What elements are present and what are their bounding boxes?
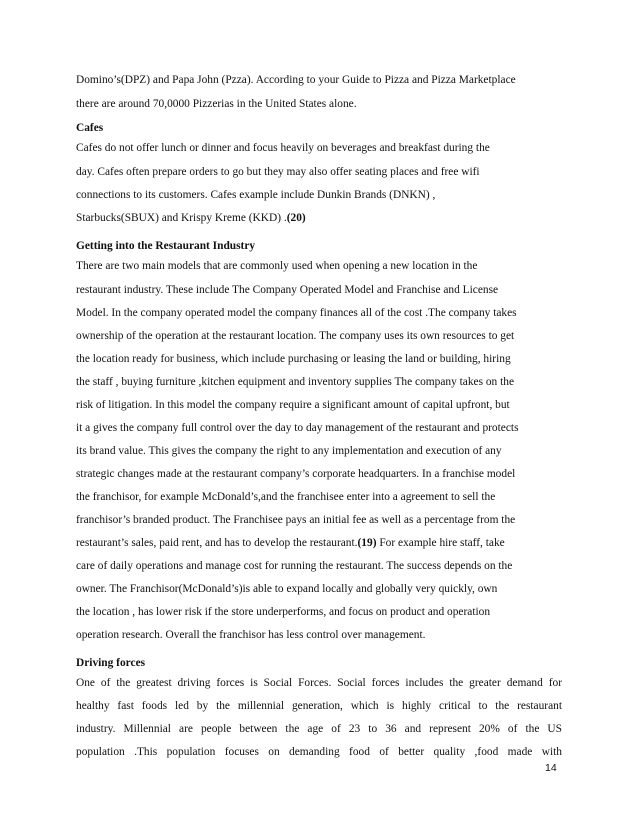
restaurant-line-5: the location ready for business, which include purchasing or leasing the land or building, hiring (76, 353, 511, 365)
restaurant-line-16: the location , has lower risk if the store underperforms, and focus on product and operation (76, 606, 491, 618)
cafes-heading: Cafes (76, 122, 104, 134)
restaurant-line-2: restaurant industry. These include The Company Operated Model and Franchise and License (76, 284, 499, 296)
cafes-line-3: connections to its customers. Cafes example include Dunkin Brands (DNKN) , (76, 189, 436, 201)
driving-forces-heading: Driving forces (76, 657, 146, 669)
intro-line-2: there are around 70,0000 Pizzerias in the United States alone. (76, 98, 357, 110)
restaurant-citation: (19) (357, 537, 377, 549)
page-number: 14 (545, 762, 557, 774)
cafes-line-1: Cafes do not offer lunch or dinner and focus heavily on beverages and breakfast during the (76, 142, 490, 154)
restaurant-line-17: operation research. Overall the franchisor has less control over management. (76, 629, 426, 641)
cafes-line-2: day. Cafes often prepare orders to go but they may also offer seating places and free wifi (76, 166, 480, 178)
restaurant-line-14: care of daily operations and manage cost for running the restaurant. The success depends on the (76, 560, 513, 572)
restaurant-line-7: risk of litigation. In this model the company require a significant amount of capital upfront, but (76, 399, 510, 411)
restaurant-line-12: franchisor’s branded product. The Franchisee pays an initial fee as well as a percentage from the (76, 514, 516, 526)
restaurant-line-1: There are two main models that are commonly used when opening a new location in the (76, 260, 478, 272)
restaurant-line-10: strategic changes made at the restaurant company’s corporate headquarters. In a franchise model (76, 468, 516, 480)
restaurant-line-4: ownership of the operation at the restaurant location. The company uses its own resources to get (76, 330, 515, 342)
restaurant-line-9: its brand value. This gives the company the right to any implementation and execution of any (76, 445, 502, 457)
restaurant-line-13-after: For example hire staff, take (376, 537, 505, 549)
driving-forces-line-3: industry. Millennial are people between the age of 23 to 36 and represent 20% of the US (76, 723, 562, 735)
restaurant-line-3: Model. In the company operated model the company finances all of the cost .The company takes (76, 307, 517, 319)
driving-forces-line-2: healthy fast foods led by the millennial generation, which is highly critical to the restaurant (76, 700, 562, 712)
restaurant-heading: Getting into the Restaurant Industry (76, 240, 256, 252)
restaurant-line-8: it a gives the company full control over the day to day management of the restaurant and protects (76, 422, 519, 434)
cafes-line-4-text: Starbucks(SBUX) and Krispy Kreme (KKD) . (76, 212, 287, 224)
restaurant-line-15: owner. The Franchisor(McDonald’s)is able to expand locally and globally very quickly, own (76, 583, 498, 595)
driving-forces-line-1: One of the greatest driving forces is Social Forces. Social forces includes the greater demand for (76, 677, 562, 689)
restaurant-line-11: the franchisor, for example McDonald’s,and the franchisee enter into a agreement to sell the (76, 491, 496, 503)
restaurant-line-13 (76, 536, 562, 550)
cafes-citation: (20) (286, 212, 306, 224)
cafes-line-4 (76, 211, 562, 225)
driving-forces-line-4: population .This population focuses on demanding food of better quality ,food made with (76, 746, 562, 758)
restaurant-line-13-before: restaurant’s sales, paid rent, and has to develop the restaurant. (76, 537, 358, 549)
intro-line-1: Domino’s(DPZ) and Papa John (Pzza). According to your Guide to Pizza and Pizza Marketplace (76, 74, 516, 86)
restaurant-line-6: the staff , buying furniture ,kitchen equipment and inventory supplies The company takes on the (76, 376, 515, 388)
